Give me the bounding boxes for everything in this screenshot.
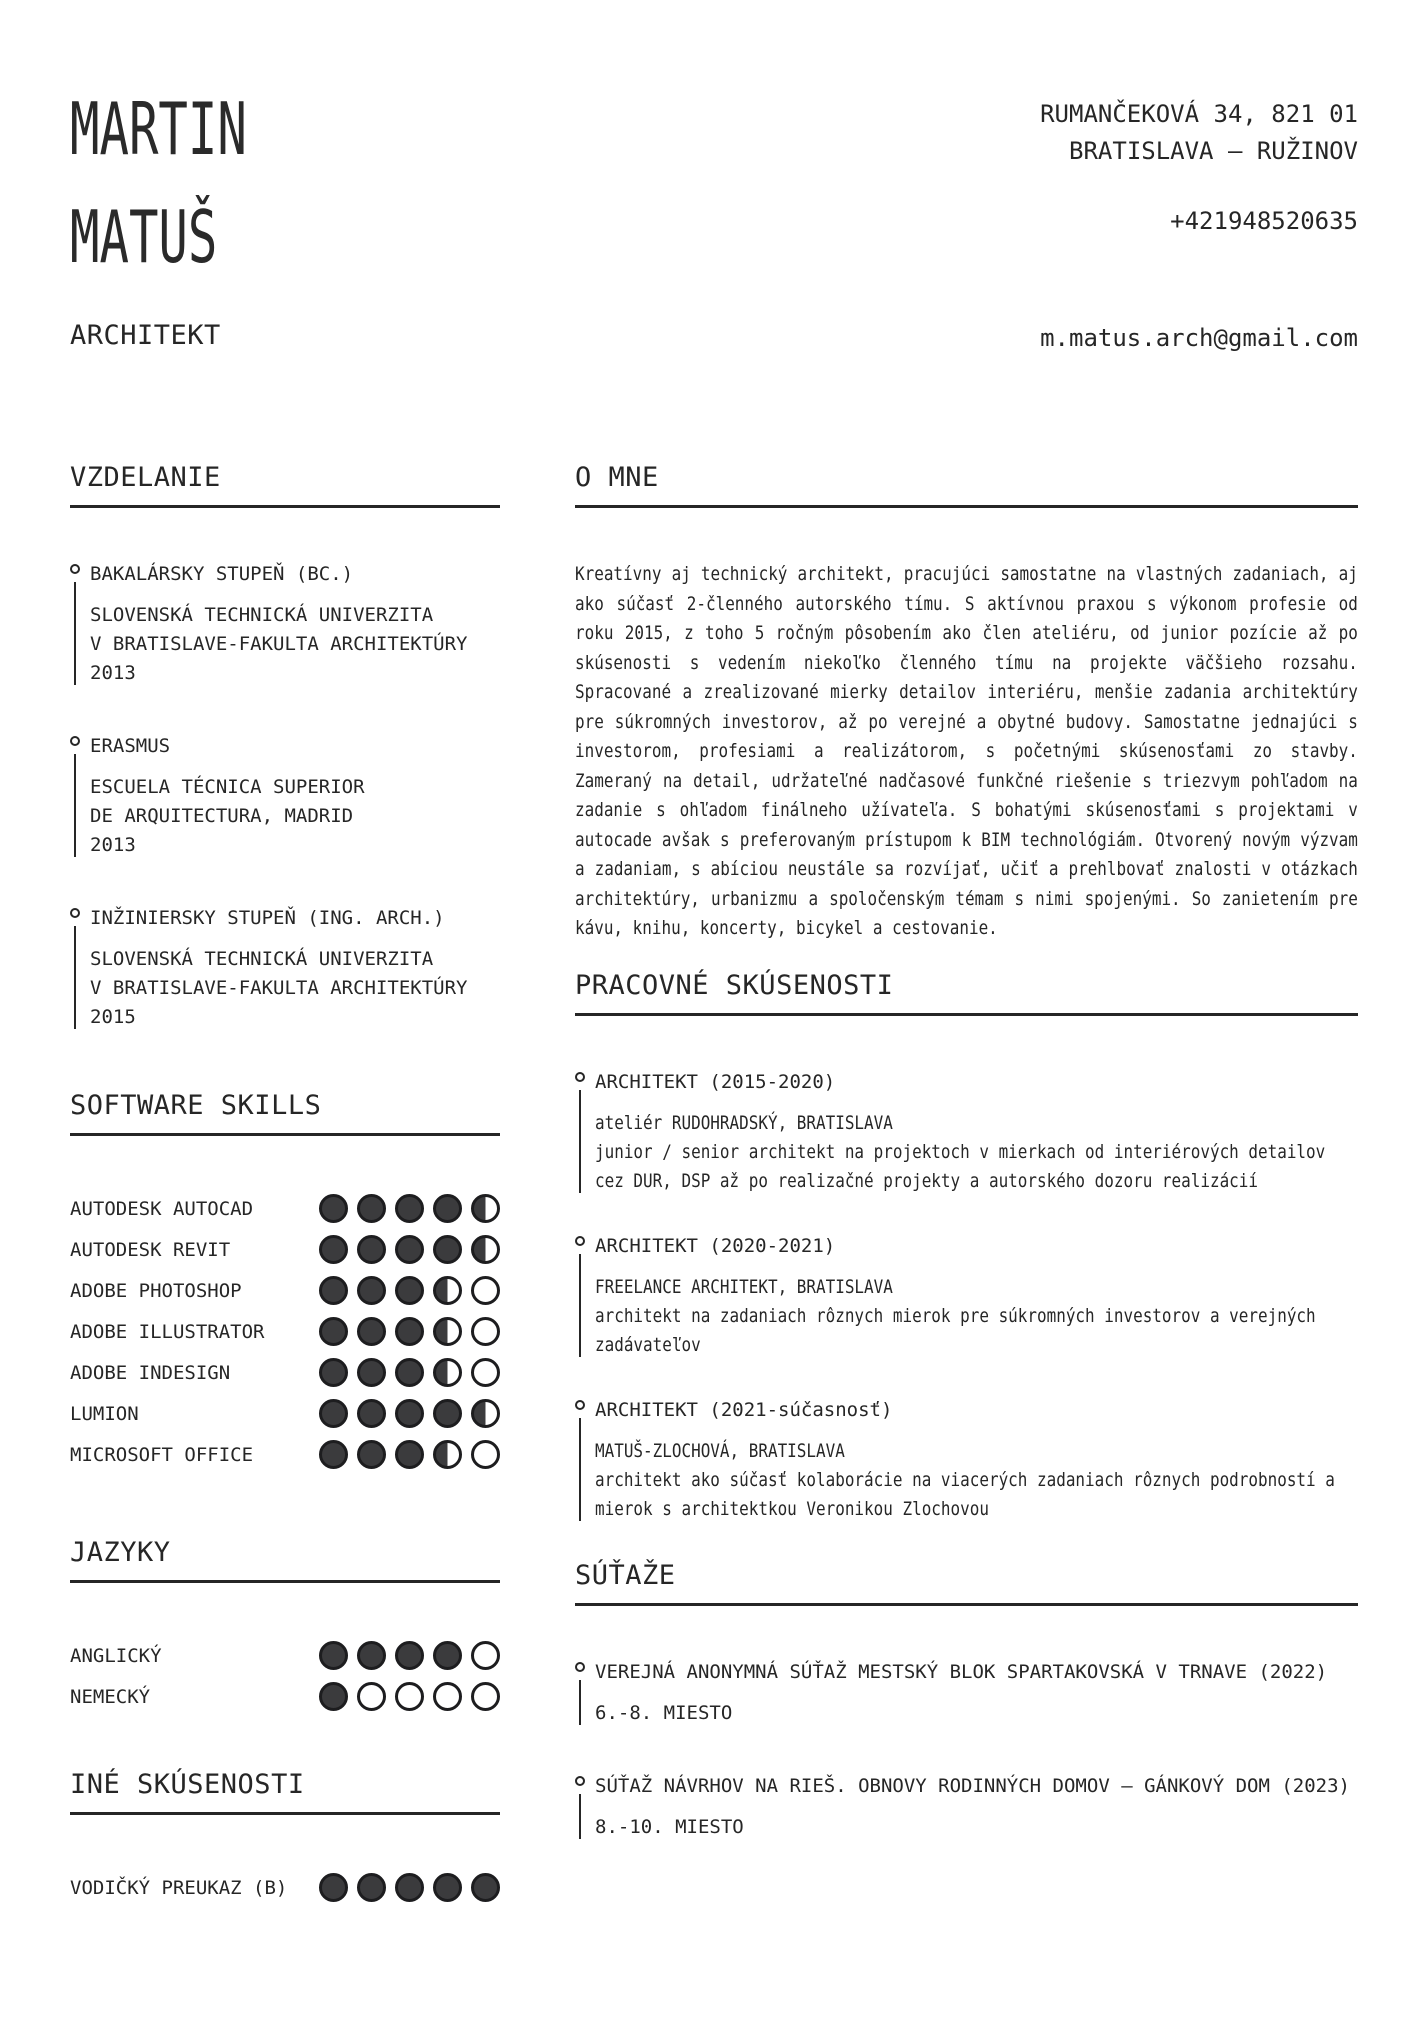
education-degree: ERASMUS	[90, 735, 171, 757]
competition-name: SÚŤAŽ NÁVRHOV NA RIEŠ. OBNOVY RODINNÝCH DOMOV – GÁNKOVÝ DOM (2023)	[595, 1774, 1350, 1797]
education-line: DE ARQUITECTURA, MADRID	[90, 805, 354, 827]
dot-full-icon	[395, 1440, 424, 1469]
software-skills-list	[70, 1188, 500, 1475]
dot-full-icon	[395, 1235, 424, 1264]
education-details	[90, 945, 500, 1032]
bullet-circle-icon	[70, 736, 80, 746]
dot-full-icon	[433, 1641, 462, 1670]
dot-full-icon	[357, 1440, 386, 1469]
timeline-line	[579, 1418, 582, 1521]
rating-label: MICROSOFT OFFICE	[70, 1443, 254, 1466]
phone-number: +421948520635	[1170, 207, 1358, 235]
rating-label: NEMECKÝ	[70, 1685, 151, 1708]
rating-dots	[319, 1440, 500, 1469]
dot-full-icon	[357, 1399, 386, 1428]
education-year: 2013	[90, 662, 136, 684]
dot-full-icon	[319, 1235, 348, 1264]
education-entry	[70, 904, 500, 1032]
dot-full-icon	[357, 1276, 386, 1305]
rating-dots	[319, 1194, 500, 1223]
competition-entry	[575, 1658, 1358, 1728]
dot-empty-icon	[471, 1358, 500, 1387]
languages-list	[70, 1635, 500, 1717]
address-line-2: BRATISLAVA – RUŽINOV	[1069, 137, 1358, 165]
work-employer: FREELANCE ARCHITEKT, BRATISLAVA	[595, 1275, 893, 1298]
rating-dots	[319, 1276, 500, 1305]
education-line: SLOVENSKÁ TECHNICKÁ UNIVERZITA	[90, 948, 434, 970]
education-line: ESCUELA TÉCNICA SUPERIOR	[90, 776, 365, 798]
timeline-line	[579, 1090, 582, 1193]
education-year: 2015	[90, 1006, 136, 1028]
dot-full-icon	[319, 1873, 348, 1902]
section-title-languages: JAZYKY	[70, 1537, 500, 1583]
rating-row	[70, 1635, 500, 1676]
work-position: ARCHITEKT (2020-2021)	[595, 1234, 836, 1257]
education-line: SLOVENSKÁ TECHNICKÁ UNIVERZITA	[90, 604, 434, 626]
education-details	[90, 601, 500, 688]
bullet-circle-icon	[575, 1236, 585, 1246]
dot-empty-icon	[471, 1276, 500, 1305]
rating-dots	[319, 1317, 500, 1346]
rating-row	[70, 1393, 500, 1434]
work-description: architekt na zadaniach rôznych mierok pre súkromných investorov a verejných zadávateľov	[595, 1304, 1316, 1356]
rating-dots	[319, 1358, 500, 1387]
dot-full-icon	[357, 1194, 386, 1223]
dot-empty-icon	[357, 1682, 386, 1711]
education-year: 2013	[90, 834, 136, 856]
last-name: MATUŠ	[70, 195, 218, 279]
timeline-line	[579, 1794, 582, 1839]
dot-full-icon	[319, 1276, 348, 1305]
dot-full-icon	[433, 1873, 462, 1902]
dot-half-icon	[471, 1194, 500, 1223]
dot-full-icon	[319, 1317, 348, 1346]
work-position: ARCHITEKT (2021-súčasnosť)	[595, 1398, 893, 1421]
education-entry	[70, 732, 500, 860]
dot-full-icon	[357, 1873, 386, 1902]
rating-dots	[319, 1873, 500, 1902]
dot-empty-icon	[471, 1641, 500, 1670]
dot-half-icon	[433, 1358, 462, 1387]
section-title-software-skills: SOFTWARE SKILLS	[70, 1090, 500, 1136]
bullet-circle-icon	[575, 1662, 585, 1672]
dot-empty-icon	[471, 1440, 500, 1469]
work-details	[595, 1273, 1358, 1360]
email-address: m.matus.arch@gmail.com	[1040, 324, 1358, 352]
left-column	[70, 462, 500, 1908]
other-skills-list	[70, 1867, 500, 1908]
bullet-circle-icon	[70, 564, 80, 574]
rating-dots	[319, 1682, 500, 1711]
rating-row	[70, 1270, 500, 1311]
work-employer: ateliér RUDOHRADSKÝ, BRATISLAVA	[595, 1111, 893, 1134]
dot-full-icon	[395, 1873, 424, 1902]
name-block	[70, 75, 330, 291]
work-description: architekt ako súčasť kolaborácie na viacerých zadaniach rôznych podrobností a mierok s architektkou Veronikou Zlochovou	[595, 1468, 1335, 1520]
education-degree: BAKALÁRSKY STUPEŇ (BC.)	[90, 563, 354, 585]
dot-half-icon	[433, 1317, 462, 1346]
rating-dots	[319, 1235, 500, 1264]
education-entry	[70, 560, 500, 688]
work-details	[595, 1437, 1358, 1524]
competition-result: 8.-10. MIESTO	[595, 1815, 744, 1838]
rating-label: AUTODESK AUTOCAD	[70, 1197, 254, 1220]
section-title-other-skills: INÉ SKÚSENOSTI	[70, 1769, 500, 1815]
work-entry	[575, 1232, 1358, 1360]
education-line: V BRATISLAVE-FAKULTA ARCHITEKTÚRY	[90, 633, 468, 655]
dot-full-icon	[433, 1235, 462, 1264]
competition-name: VEREJNÁ ANONYMNÁ SÚŤAŽ MESTSKÝ BLOK SPARTAKOVSKÁ V TRNAVE (2022)	[595, 1660, 1328, 1683]
competition-result: 6.-8. MIESTO	[595, 1701, 733, 1724]
dot-half-icon	[433, 1440, 462, 1469]
bullet-circle-icon	[575, 1776, 585, 1786]
work-employer: MATUŠ-ZLOCHOVÁ, BRATISLAVA	[595, 1439, 845, 1462]
work-entry	[575, 1396, 1358, 1524]
dot-half-icon	[471, 1235, 500, 1264]
rating-label: ADOBE ILLUSTRATOR	[70, 1320, 265, 1343]
work-description: junior / senior architekt na projektoch v mierkach od interiérových detailov cez DUR, DSP až po realizačné projekty a autorského dozoru realizácií	[595, 1140, 1326, 1192]
dot-full-icon	[319, 1358, 348, 1387]
dot-full-icon	[357, 1235, 386, 1264]
bullet-circle-icon	[70, 908, 80, 918]
bullet-circle-icon	[575, 1400, 585, 1410]
dot-full-icon	[395, 1399, 424, 1428]
rating-dots	[319, 1399, 500, 1428]
section-title-education: VZDELANIE	[70, 462, 500, 508]
rating-label: ADOBE INDESIGN	[70, 1361, 231, 1384]
dot-full-icon	[319, 1399, 348, 1428]
timeline-line	[579, 1680, 582, 1725]
timeline-line	[74, 754, 77, 857]
work-position: ARCHITEKT (2015-2020)	[595, 1070, 836, 1093]
rating-dots	[319, 1641, 500, 1670]
dot-full-icon	[395, 1276, 424, 1305]
rating-row	[70, 1352, 500, 1393]
dot-full-icon	[395, 1317, 424, 1346]
dot-full-icon	[319, 1641, 348, 1670]
dot-half-icon	[433, 1276, 462, 1305]
rating-label: AUTODESK REVIT	[70, 1238, 231, 1261]
dot-full-icon	[357, 1641, 386, 1670]
dot-full-icon	[357, 1317, 386, 1346]
right-column	[575, 462, 1358, 1886]
address-line-1: RUMANČEKOVÁ 34, 821 01	[1040, 100, 1358, 128]
dot-half-icon	[471, 1399, 500, 1428]
rating-row	[70, 1676, 500, 1717]
dot-full-icon	[395, 1641, 424, 1670]
dot-empty-icon	[395, 1682, 424, 1711]
section-title-competitions: SÚŤAŽE	[575, 1560, 1358, 1606]
bullet-circle-icon	[575, 1072, 585, 1082]
section-title-about: O MNE	[575, 462, 1358, 508]
dot-full-icon	[433, 1194, 462, 1223]
rating-row	[70, 1188, 500, 1229]
dot-empty-icon	[471, 1682, 500, 1711]
dot-full-icon	[433, 1399, 462, 1428]
rating-label: ADOBE PHOTOSHOP	[70, 1279, 242, 1302]
dot-full-icon	[395, 1358, 424, 1387]
dot-empty-icon	[471, 1317, 500, 1346]
rating-label: ANGLICKÝ	[70, 1644, 162, 1667]
rating-label: LUMION	[70, 1402, 139, 1425]
work-details	[595, 1109, 1358, 1196]
about-text: Kreatívny aj technický architekt, pracujúci samostatne na vlastných zadaniach, aj ako súčasť 2-členného autorského tímu. S aktívnou praxou s výkonom profesie od roku 2015, z toho 5 ročným pôsobením ako člen ateliéru, od junior pozície až po skúsenosti s vedením niekoľko členného tímu na projekte väčšieho rozsahu. Spracované a zrealizované mierky detailov interiéru, menšie zadania architektúry pre súkromných investorov, až po verejné a obytné budovy. Samostatne jednajúci s investorom, profesiami a realizátorom, s početnými skúsenosťami zo stavby. Zameraný na detail, udržateľné nadčasové funkčné riešenie s triezvym pohľadom na zadanie s ohľadom finálneho užívateľa. S bohatými skúsenosťami s projektami v autocade avšak s preferovaným prístupom k BIM technológiám. Otvorený novým výzvam a zadaniam, s abíciou neustále sa rozvíjať, učiť a prehlbovať znalosti v otázkach architektúry, urbanizmu a spoločenským témam s nimi spojenými. So zanietením pre kávu, knihu, koncerty, bicykel a cestovanie.	[575, 563, 1358, 939]
first-name: MARTIN	[70, 87, 247, 171]
timeline-line	[74, 926, 77, 1029]
education-details	[90, 773, 500, 860]
rating-row	[70, 1867, 500, 1908]
competition-entry	[575, 1772, 1358, 1842]
education-line: V BRATISLAVE-FAKULTA ARCHITEKTÚRY	[90, 977, 468, 999]
timeline-line	[74, 582, 77, 685]
work-entry	[575, 1068, 1358, 1196]
dot-full-icon	[319, 1194, 348, 1223]
education-degree: INŽINIERSKY STUPEŇ (ING. ARCH.)	[90, 907, 445, 929]
dot-full-icon	[357, 1358, 386, 1387]
dot-empty-icon	[433, 1682, 462, 1711]
dot-full-icon	[319, 1440, 348, 1469]
dot-full-icon	[319, 1682, 348, 1711]
dot-full-icon	[395, 1194, 424, 1223]
rating-row	[70, 1434, 500, 1475]
role-title: ARCHITEKT	[70, 320, 221, 351]
rating-label: VODIČKÝ PREUKAZ (B)	[70, 1876, 288, 1899]
rating-row	[70, 1311, 500, 1352]
dot-full-icon	[471, 1873, 500, 1902]
section-title-work-experience: PRACOVNÉ SKÚSENOSTI	[575, 970, 1358, 1016]
rating-row	[70, 1229, 500, 1270]
timeline-line	[579, 1254, 582, 1357]
contact-block	[1040, 96, 1358, 357]
